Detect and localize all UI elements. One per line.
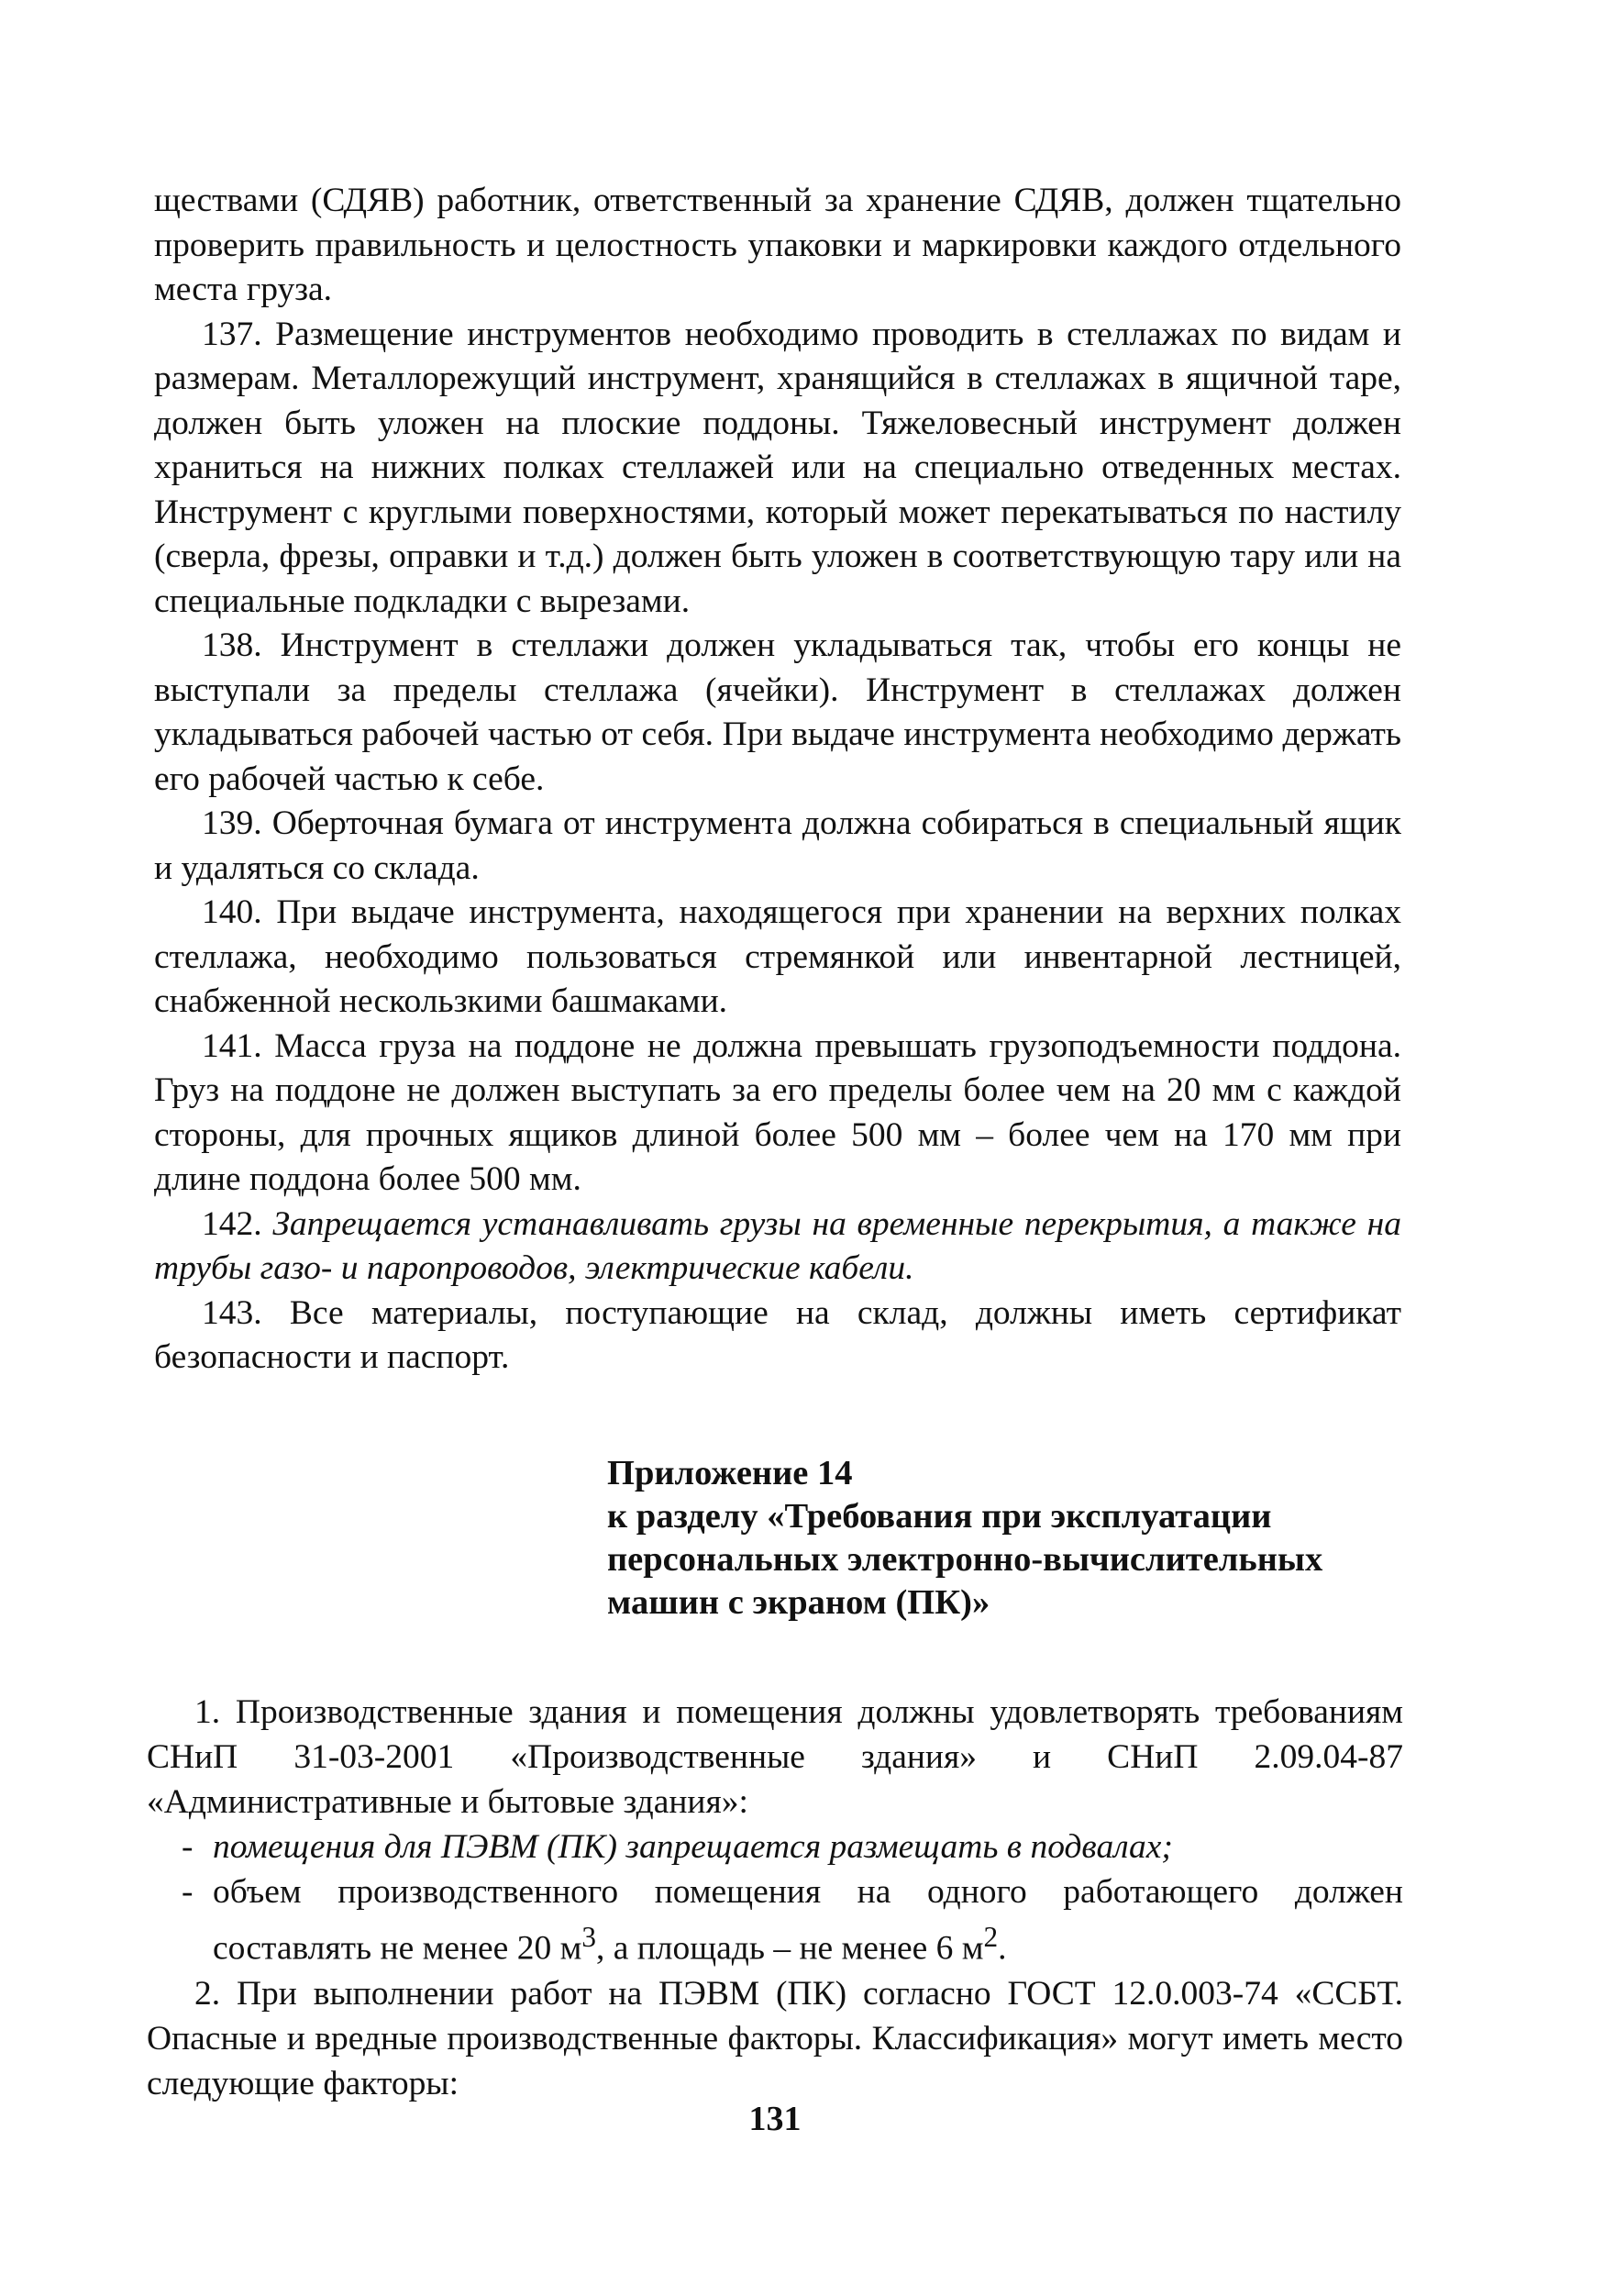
page-number: 131	[748, 2100, 802, 2138]
paragraph-142-number: 142.	[202, 1204, 262, 1243]
appendix-heading	[607, 1452, 1396, 1625]
superscript-2: 2	[983, 1921, 999, 1953]
paragraph-142-italic: Запрещается устанавливать грузы на временные перекрытия, а также на трубы газо- и паропроводов, электрические кабели.	[154, 1204, 1401, 1287]
appendix-bullet-1	[147, 1825, 1403, 1869]
bullet-2-text-end: .	[998, 1929, 1007, 1968]
appendix-item-2: 2. При выполнении работ на ПЭВМ (ПК) согласно ГОСТ 12.0.003-74 «ССБТ. Опасные и вредные производственные факторы. Классификация» могут иметь место следующие факторы:	[147, 1974, 1403, 2102]
appendix-bullet-2	[147, 1869, 1403, 1971]
appendix-text-block	[147, 1690, 1403, 2106]
paragraph-continuation: ществами (СДЯВ) работник, ответственный за хранение СДЯВ, должен тщательно проверить правильность и целостность упаковки и маркировки каждого отдельного места груза.	[154, 182, 1401, 308]
bullet-2-text-middle: , а площадь – не менее 6 м	[595, 1929, 984, 1968]
paragraph-140: 140. При выдаче инструмента, находящегося при хранении на верхних полках стеллажа, необходимо пользоваться стремянкой или инвентарной лестницей, снабженной нескользкими башмаками.	[154, 893, 1401, 1020]
bullet-dash: -	[182, 1828, 194, 1866]
paragraph-143: 143. Все материалы, поступающие на склад, должны иметь сертификат безопасности и паспорт.	[154, 1293, 1401, 1376]
paragraph-142	[154, 1203, 1401, 1292]
appendix-item-1: 1. Производственные здания и помещения должны удовлетворять требованиям СНиП 31-03-2001 «Производственные здания» и СНиП 2.09.04-87 «Административные и бытовые здания»:	[147, 1693, 1403, 1821]
appendix-title: Приложение 14	[607, 1454, 853, 1492]
bullet-2-text-start: объем производственного помещения на одного работающего должен составлять не менее 20 м	[213, 1873, 1403, 1968]
paragraph-139: 139. Оберточная бумага от инструмента должна собираться в специальный ящик и удаляться со склада.	[154, 804, 1401, 887]
appendix-subtitle-line-2: персональных электронно-вычислительных	[607, 1540, 1323, 1579]
paragraph-138: 138. Инструмент в стеллажи должен укладываться так, чтобы его концы не выступали за пределы стеллажа (ячейки). Инструмент в стеллажах должен укладываться рабочей частью от себя. При выдаче инструмента необходимо держать его рабочей частью к себе.	[154, 627, 1401, 798]
main-text-block	[154, 179, 1401, 1381]
paragraph-141: 141. Масса груза на поддоне не должна превышать грузоподъемности поддона. Груз на поддоне не должен выступать за его пределы более чем на 20 мм с каждой стороны, для прочных ящиков длиной более 500 мм – более чем на 170 мм при длине поддона более 500 мм.	[154, 1026, 1401, 1198]
bullet-dash: -	[182, 1873, 194, 1911]
superscript-3: 3	[581, 1921, 596, 1953]
appendix-subtitle-line-3: машин с экраном (ПК)»	[607, 1583, 990, 1622]
paragraph-137: 137. Размещение инструментов необходимо проводить в стеллажах по видам и размерам. Металлорежущий инструмент, хранящийся в стеллажах в ящичной таре, должен быть уложен на плоские поддоны. Тяжеловесный инструмент должен храниться на нижних полках стеллажей или на специально отведенных местах. Инструмент с круглыми поверхностями, который может перекатываться по настилу (сверла, фрезы, оправки и т.д.) должен быть уложен в соответствующую тару или на специальные подкладки с вырезами.	[154, 315, 1401, 620]
appendix-subtitle-line-1: к разделу «Требования при эксплуатации	[607, 1497, 1272, 1536]
bullet-1-text: помещения для ПЭВМ (ПК) запрещается размещать в подвалах;	[213, 1828, 1173, 1866]
